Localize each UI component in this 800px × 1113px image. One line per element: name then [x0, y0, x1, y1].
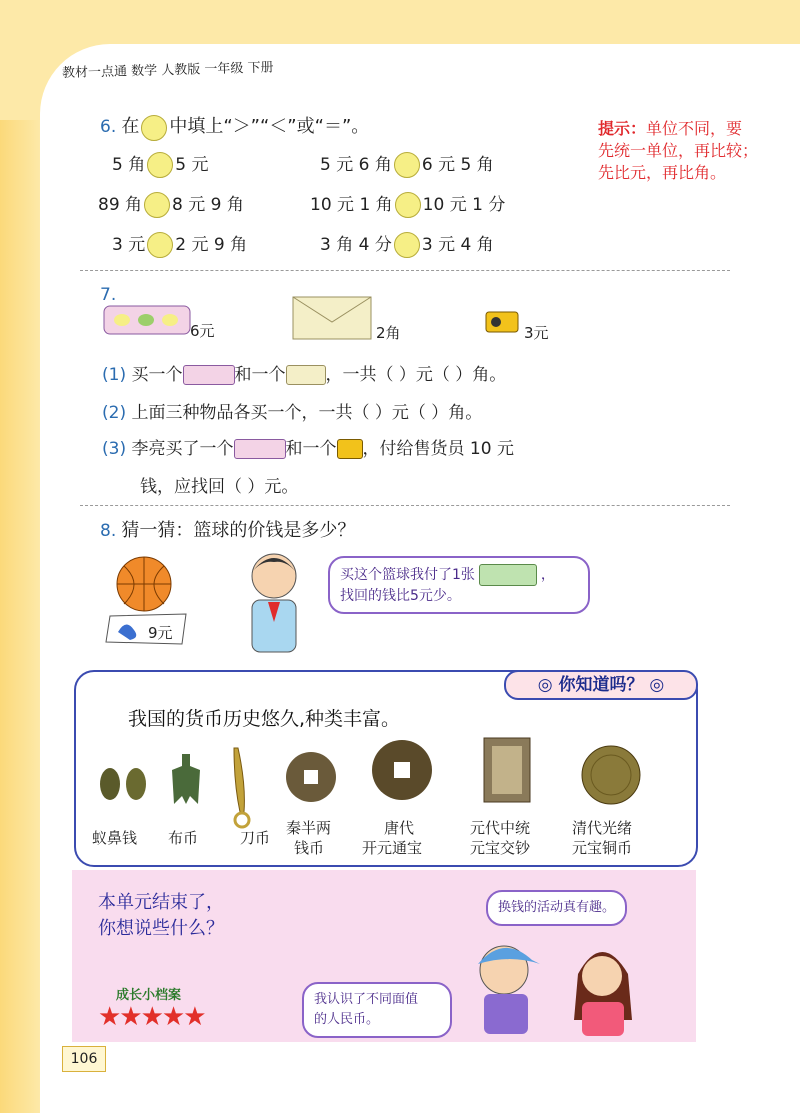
q6-row — [112, 150, 208, 178]
envelope-price: 2角 — [376, 324, 401, 342]
sub-number: (3) — [102, 439, 127, 459]
banknote-icon — [479, 564, 537, 586]
kaiyuan-coin-icon — [370, 738, 434, 802]
prompt-line: 你想说些什么？ — [98, 918, 224, 939]
pencil-case-icon — [183, 365, 235, 385]
q6-number: 6. — [100, 117, 117, 137]
bubble-text: 买这个篮球我付了1张 — [340, 567, 475, 583]
growth-record-title: 成长小档案 — [116, 988, 182, 1003]
q8-number: 8. — [100, 521, 117, 541]
envelope-icon — [292, 296, 372, 340]
q6-row — [112, 230, 247, 258]
tip-box — [598, 118, 758, 184]
girl-illustration — [562, 930, 646, 1038]
sharpener-icon — [337, 439, 363, 459]
sharpener-price: 3元 — [524, 324, 549, 342]
bubble-text: 的人民币。 — [314, 1012, 380, 1027]
coin-label: 元代中统 — [470, 819, 531, 837]
left-expr: 10 元 1 角 — [310, 195, 393, 215]
pencil-case-icon — [234, 439, 286, 459]
coin-label: 钱币 — [294, 839, 325, 857]
right-expr: 2 元 9 角 — [175, 235, 248, 255]
sub-text: ，一共（ ）元（ ）角。 — [325, 365, 507, 385]
envelope-icon — [286, 365, 326, 385]
coin-label: 清代光绪 — [572, 819, 633, 837]
page-number: 106 — [62, 1046, 106, 1072]
yuan-banknote-icon — [482, 736, 532, 804]
coin-label: 刀币 — [240, 829, 271, 847]
right-expr: 10 元 1 分 — [422, 195, 506, 215]
reflection-prompt — [98, 890, 224, 942]
coin-label: 唐代 — [384, 819, 415, 837]
bubble-text: 我认识了不同面值 — [314, 992, 419, 1007]
qin-half-liang-coin-icon — [284, 750, 338, 804]
price-tag — [104, 612, 190, 646]
pencil-case-price: 6元 — [190, 322, 215, 340]
q7-sub3 — [102, 434, 514, 459]
speech-bubble: 换钱的活动真有趣。 — [486, 890, 627, 926]
sub-number: (1) — [102, 365, 127, 385]
guangxu-copper-coin-icon — [580, 744, 642, 806]
sharpener-icon — [484, 308, 520, 334]
q8-text: 猜一猜：篮球的价钱是多少？ — [121, 520, 356, 541]
left-expr: 5 元 6 角 — [320, 155, 392, 175]
right-expr: 3 元 4 角 — [421, 235, 494, 255]
knife-coin-icon — [228, 744, 258, 830]
pencil-case-icon — [102, 300, 194, 340]
book-spine — [0, 120, 40, 1113]
sub-text: 上面三种物品各买一个，一共（ ）元（ ）角。 — [131, 403, 483, 423]
left-expr: 89 角 — [98, 195, 143, 215]
speech-bubble — [328, 556, 590, 614]
q7-number: 7. — [100, 285, 117, 305]
answer-circle[interactable] — [394, 152, 420, 178]
speech-bubble — [302, 982, 452, 1038]
answer-circle[interactable] — [395, 192, 421, 218]
dyk-intro: 我国的货币历史悠久,种类丰富。 — [128, 708, 401, 730]
star-rating[interactable]: ★★★★★ — [98, 1002, 205, 1032]
did-you-know-tab: ◎ 你知道吗？ ◎ — [504, 670, 698, 700]
sub-text: 和一个 — [234, 365, 286, 385]
sub-text: 买一个 — [131, 365, 183, 385]
sub-text: 和一个 — [285, 439, 337, 459]
q6-row — [320, 150, 494, 178]
sub-text: ，付给售货员 10 元 — [362, 439, 514, 459]
q6-prefix: 在 — [121, 116, 140, 137]
left-expr: 3 角 4 分 — [320, 235, 392, 255]
right-expr: 6 元 5 角 — [421, 155, 494, 175]
left-expr: 5 角 — [112, 155, 146, 175]
right-expr: 8 元 9 角 — [172, 195, 244, 215]
prompt-line: 本单元结束了， — [98, 892, 224, 913]
answer-circle[interactable] — [147, 152, 173, 178]
answer-circle[interactable] — [147, 232, 173, 258]
ant-nose-coin-icon — [96, 764, 156, 804]
answer-circle[interactable] — [144, 192, 170, 218]
coin-label: 开元通宝 — [362, 839, 423, 857]
q7-sub2 — [102, 398, 482, 423]
answer-circle — [141, 115, 167, 141]
spade-coin-icon — [168, 752, 204, 808]
boy-cap-illustration — [460, 930, 550, 1038]
coin-label: 布币 — [168, 829, 199, 847]
q6-suffix: 中填上“＞”“＜”或“＝”。 — [169, 116, 370, 137]
coin-label: 蚁鼻钱 — [92, 829, 138, 847]
q6-title — [100, 112, 369, 141]
q6-row — [310, 190, 505, 218]
q6-row — [98, 190, 244, 218]
coin-label: 元宝铜币 — [572, 839, 633, 857]
q8-title — [100, 516, 355, 542]
q7-sub1 — [102, 360, 506, 385]
right-expr: 5 元 — [175, 155, 209, 175]
boy-illustration — [226, 548, 316, 658]
coin-label: 秦半两 — [286, 819, 332, 837]
running-header: 教材一点通 数学 人教版 一年级 下册 — [61, 60, 274, 81]
left-expr: 3 元 — [112, 235, 146, 255]
q6-row — [320, 230, 494, 258]
q7-sub3-line2: 钱，应找回（ ）元。 — [140, 477, 299, 497]
sub-number: (2) — [102, 403, 127, 423]
tip-text: 单位不同，要先统一单位，再比较；先比元，再比角。 — [598, 119, 759, 182]
bubble-text: ， — [540, 567, 555, 583]
basketball-icon — [112, 554, 176, 614]
sub-text: 李亮买了一个 — [131, 439, 234, 459]
basketball-tag-price: 9元 — [148, 624, 173, 642]
answer-circle[interactable] — [394, 232, 420, 258]
tip-label: 提示： — [598, 119, 647, 138]
divider — [80, 270, 730, 271]
coin-label: 元宝交钞 — [470, 839, 531, 857]
divider — [80, 505, 730, 506]
bubble-text: 找回的钱比5元少。 — [340, 588, 461, 604]
